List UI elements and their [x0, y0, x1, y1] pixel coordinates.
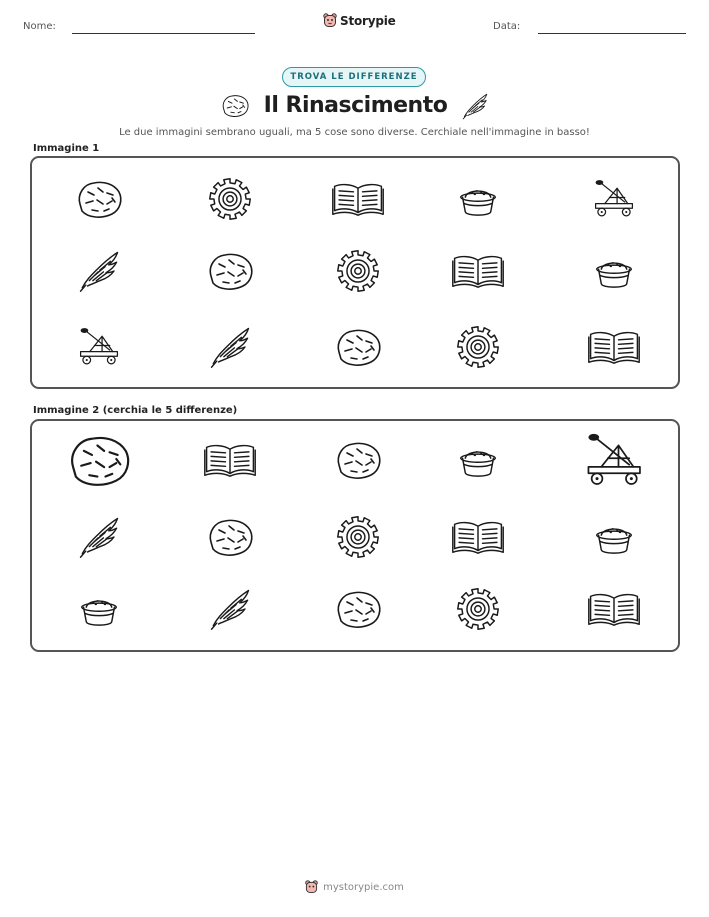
rock-icon[interactable] [333, 326, 383, 368]
footer-site: mystorypie.com [323, 881, 404, 893]
rock-icon[interactable] [205, 250, 255, 292]
gear-icon[interactable] [335, 248, 381, 294]
rock-icon[interactable] [333, 588, 383, 630]
gear-icon[interactable] [455, 586, 501, 632]
rock-icon[interactable] [205, 516, 255, 558]
wing-icon [461, 92, 489, 118]
name-label: Nome: [23, 21, 56, 32]
mascot-icon [305, 880, 318, 894]
brand-logo [323, 13, 396, 28]
book-icon[interactable] [331, 180, 385, 218]
rock-icon[interactable] [65, 432, 133, 489]
book-icon[interactable] [587, 328, 641, 366]
catapult-icon[interactable] [582, 431, 646, 490]
book-icon[interactable] [203, 441, 257, 479]
gear-icon[interactable] [335, 514, 381, 560]
bowl-icon[interactable] [458, 179, 498, 219]
date-field[interactable] [538, 33, 686, 34]
instructions: Le due immagini sembrano uguali, ma 5 cose sono diverse. Cerchiale nell'immagine in basso! [119, 127, 590, 138]
bowl-icon[interactable] [594, 251, 634, 291]
brand-name: Storypie [340, 13, 396, 28]
bowl-icon[interactable] [458, 440, 498, 480]
date-label: Data: [493, 21, 521, 32]
wing-icon[interactable] [208, 325, 252, 369]
image2-label: Immagine 2 (cerchia le 5 differenze) [33, 405, 238, 416]
bowl-icon[interactable] [594, 517, 634, 557]
book-icon[interactable] [451, 252, 505, 290]
catapult-icon[interactable] [76, 326, 122, 368]
catapult-icon[interactable] [591, 178, 637, 220]
rock-icon[interactable] [74, 178, 124, 220]
footer [0, 880, 709, 894]
rock-icon[interactable] [333, 439, 383, 481]
mascot-icon [323, 13, 337, 28]
rock-icon [220, 93, 250, 117]
book-icon[interactable] [451, 518, 505, 556]
book-icon[interactable] [587, 590, 641, 628]
name-field[interactable] [72, 33, 255, 34]
wing-icon[interactable] [77, 515, 121, 559]
wing-icon[interactable] [208, 587, 252, 631]
wing-icon[interactable] [77, 249, 121, 293]
image1-label: Immagine 1 [33, 143, 100, 154]
page-title: Il Rinascimento [263, 92, 448, 118]
gear-icon[interactable] [455, 324, 501, 370]
title-row [0, 92, 709, 118]
gear-icon[interactable] [207, 176, 253, 222]
bowl-icon[interactable] [79, 589, 119, 629]
worksheet-badge: TROVA LE DIFFERENZE [282, 67, 426, 87]
